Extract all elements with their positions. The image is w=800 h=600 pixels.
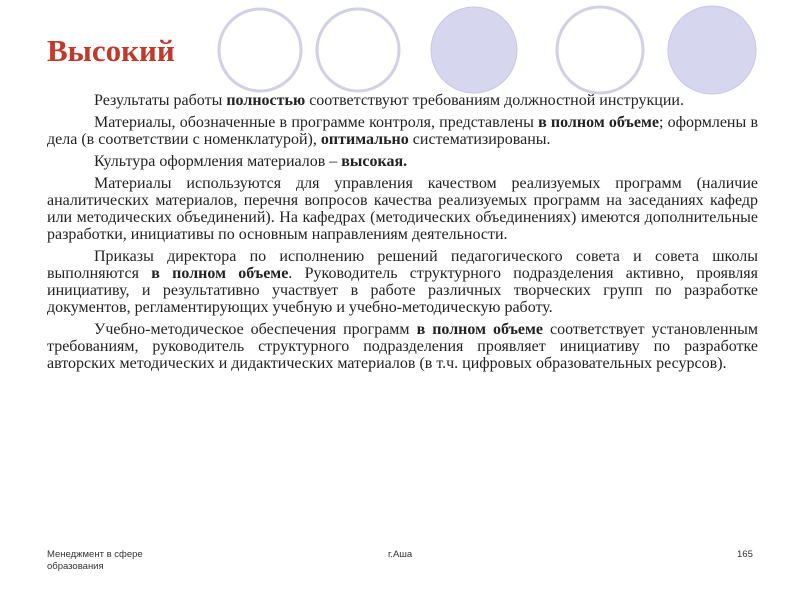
emphasis-text: высокая. [341, 153, 408, 170]
text-run: соответствуют требованиям должностной инструкции. [305, 92, 684, 109]
text-run: . Руководитель структурного подразделения активно, проявляя инициативу, и результативно участвует в работе различных творческих групп по разработке документов, регламентирующих учебную и учебно-методическую работу. [47, 265, 758, 316]
emphasis-text: в полном объеме [416, 321, 544, 338]
body-paragraph [47, 153, 758, 170]
footer-location: г.Аша [388, 549, 413, 560]
text-run: Материалы, обозначенные в программе контроля, представлены [94, 114, 539, 131]
decor-circle-3 [431, 7, 517, 93]
decor-circle-5 [668, 6, 756, 94]
text-run: ; оформлены в дела (в соответствии с номенклатурой), [47, 114, 759, 148]
footer-page-number: 165 [737, 549, 753, 560]
text-run: Учебно-методическое обеспечения программ [94, 321, 417, 338]
slide-body [47, 92, 758, 377]
body-paragraph [47, 248, 758, 316]
decor-circle-2 [317, 9, 399, 91]
decor-circle-1 [219, 9, 301, 91]
emphasis-text: в полном объеме [151, 265, 289, 282]
body-paragraph [47, 92, 758, 109]
body-paragraph [47, 321, 758, 372]
body-paragraph [47, 114, 758, 148]
text-run: Приказы директора по исполнению решений педагогического совета и совета школы выполняются [47, 248, 758, 282]
text-run: Результаты работы [94, 92, 227, 109]
body-paragraph [47, 175, 758, 243]
text-run: соответствует установленным требованиям, руководитель структурного подразделения проявляет инициативу по разработке авторских методических и дидактических материалов (в т.ч. цифровых образовательных ресурсов). [47, 321, 759, 372]
text-run: Культура оформления материалов – [94, 153, 342, 170]
text-run: систематизированы. [408, 131, 551, 148]
decor-circle-4 [557, 7, 643, 93]
footer-course-title: Менеджмент в сфере образования [47, 549, 143, 572]
emphasis-text: полностью [226, 92, 306, 109]
text-run: Материалы используются для управления качеством реализуемых программ (наличие аналитических материалов, перечня вопросов качества реализуемых программ на заседаниях кафедр или методических объединений). На кафедрах (методических объединениях) имеются дополнительные разработки, инициативы по основным направлениям деятельности. [47, 175, 758, 243]
slide-title: Высокий [47, 33, 175, 68]
emphasis-text: в полном объеме [538, 114, 659, 131]
emphasis-text: оптимально [320, 131, 409, 148]
